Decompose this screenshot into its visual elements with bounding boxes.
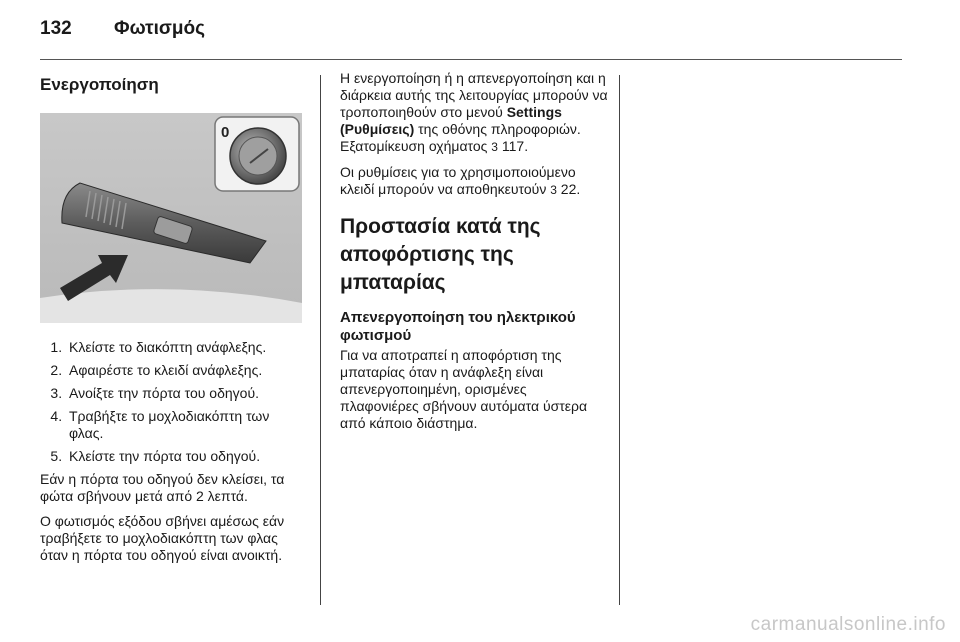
- right-paragraph-2: Οι ρυθμίσεις για το χρησιμοποιούμενο κλειδί μπορούν να αποθηκευτούν 3 22.: [340, 164, 581, 197]
- left-paragraph-2: Ο φωτισμός εξόδου σβήνει αμέσως εάν τραβήξετε το μοχλοδιακόπτη των φλας όταν η πόρτα του οδηγού είναι ανοικτή.: [40, 513, 285, 563]
- battery-subheading: Απενεργοποίηση του ηλεκτρικού φωτισμού: [340, 309, 576, 344]
- page-header: [40, 18, 205, 40]
- step-5: 5. Κλείστε την πόρτα του οδηγού.: [66, 448, 306, 465]
- section-title: Ενεργοποίηση: [40, 75, 159, 94]
- column-divider-right: [619, 75, 620, 605]
- step-1: 1. Κλείστε το διακόπτη ανάφλεξης.: [66, 339, 306, 356]
- right-paragraph-3: Για να αποτραπεί η αποφόρτιση της μπαταρίας όταν η ανάφλεξη είναι απενεργοποιημένη, ορισμένες πλαφονιέρες σβήνουν αυτόματα ύστερα από κάποιο διάστημα.: [340, 347, 588, 431]
- page-ref-icon: 3: [491, 140, 498, 154]
- left-paragraph-1: Εάν η πόρτα του οδηγού δεν κλείσει, τα φώτα σβήνουν μετά από 2 λεπτά.: [40, 471, 285, 504]
- page-ref-117[interactable]: 117.: [501, 138, 529, 154]
- step-2: 2. Αφαιρέστε το κλειδί ανάφλεξης.: [66, 362, 306, 379]
- page-ref-22[interactable]: 22.: [560, 181, 581, 197]
- lever-drawing: [40, 113, 302, 323]
- settings-menu-label: Settings (Ρυθμίσεις): [340, 104, 562, 137]
- left-column: [40, 75, 306, 572]
- battery-section-heading: Προστασία κατά της αποφόρτισης της μπαταρίας: [340, 215, 541, 294]
- right-paragraph-1: Η ενεργοποίηση ή η απενεργοποίηση και η διάρκεια αυτής της λειτουργίας μπορούν να τροποποιηθούν στο μενού Settings (Ρυθμίσεις) της οθόνης πληροφοριών. Εξατομίκευση οχήματος 3 117.: [340, 70, 608, 154]
- column-divider-left: [320, 75, 321, 605]
- page-number: 132: [40, 18, 72, 39]
- right-column: [340, 70, 608, 440]
- chapter-title: Φωτισμός: [114, 18, 205, 39]
- steps-list: [40, 339, 306, 465]
- step-3: 3. Ανοίξτε την πόρτα του οδηγού.: [66, 385, 306, 402]
- page-ref-icon: 3: [550, 183, 557, 197]
- footer-watermark: carmanualsonline.info: [750, 614, 946, 635]
- figure-label: 0: [221, 124, 230, 141]
- header-rule: [40, 59, 902, 60]
- step-4: 4. Τραβήξτε το μοχλοδιακόπτη των φλας.: [66, 408, 306, 442]
- lever-illustration: [40, 113, 302, 323]
